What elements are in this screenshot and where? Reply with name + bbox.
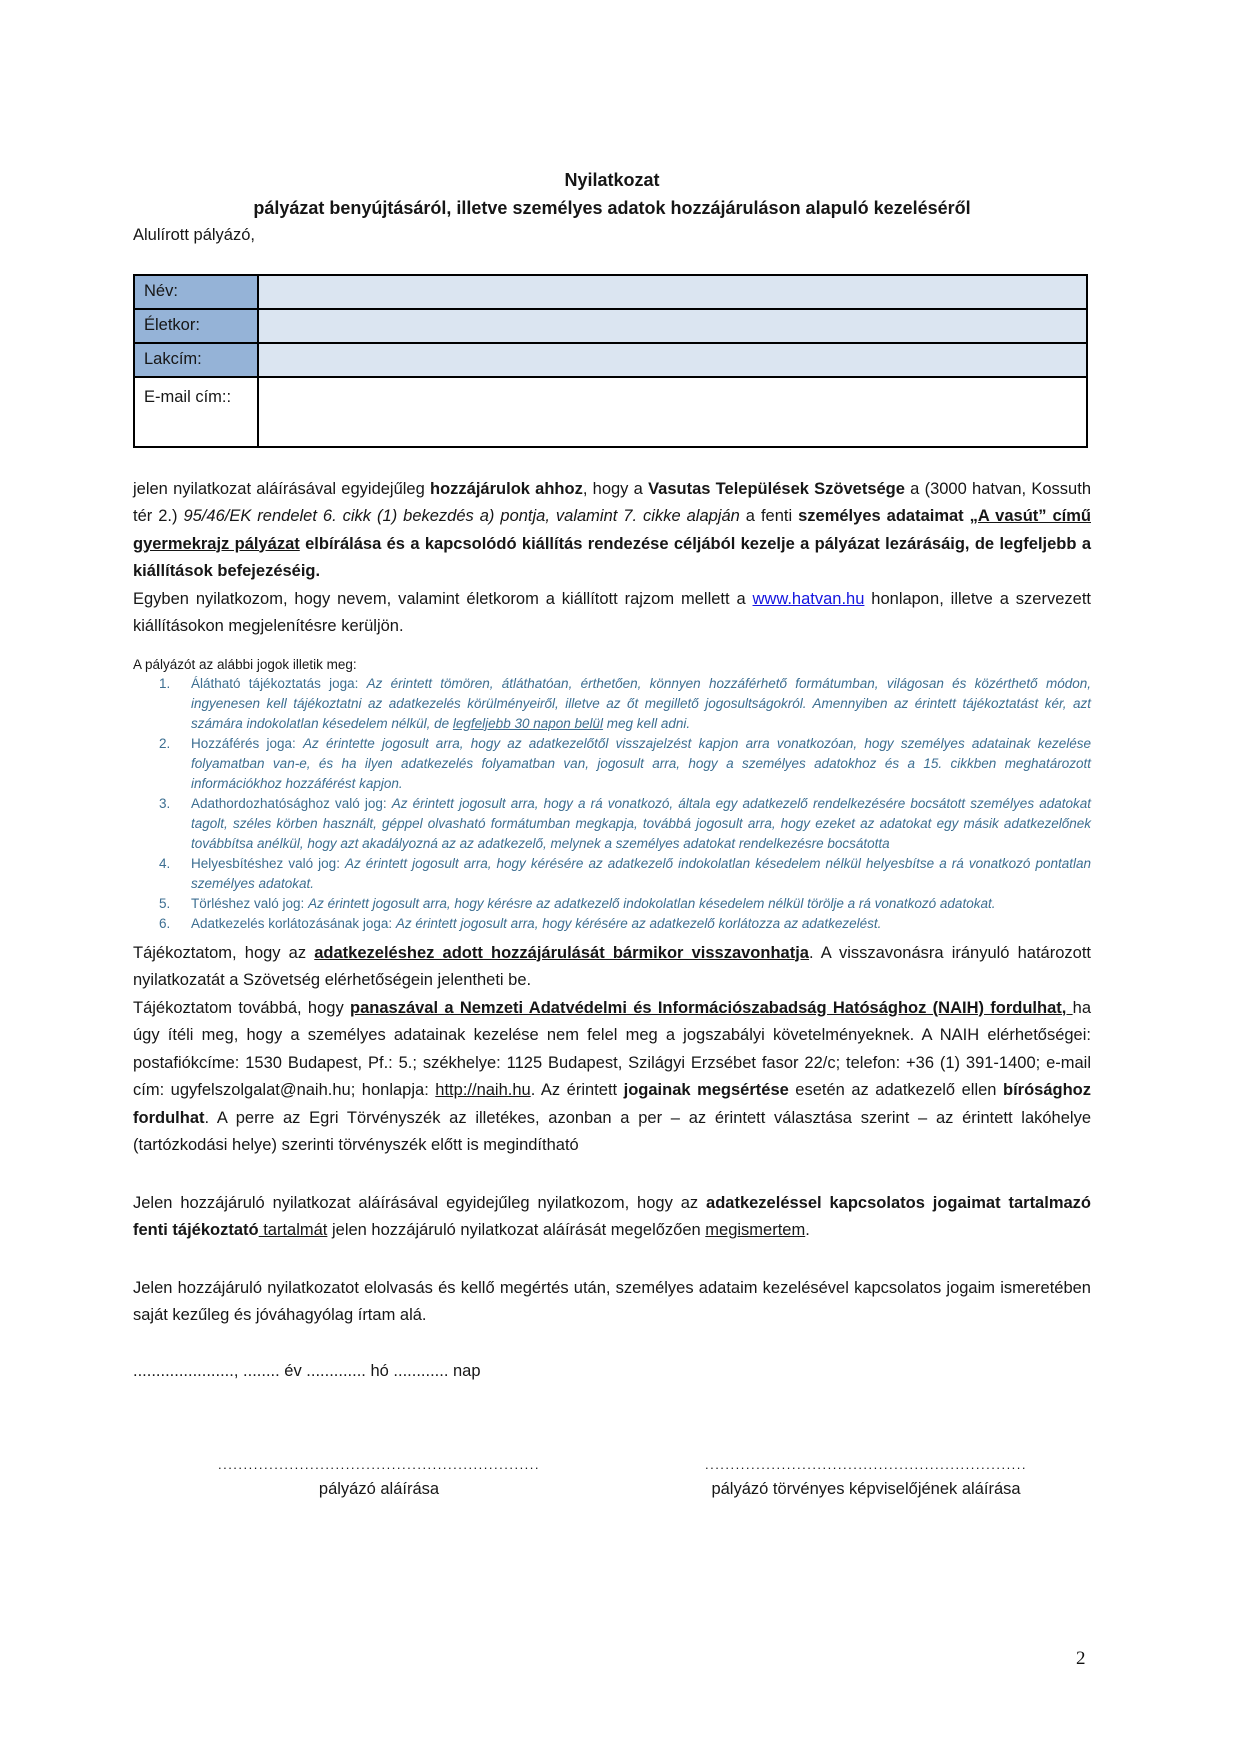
rights-header: A pályázót az alábbi jogok illetik meg: <box>133 656 357 672</box>
date-line: ......................, ........ év ............. hó ............ nap <box>133 1361 481 1380</box>
table-row-eletkor <box>134 309 1087 343</box>
text-segment: jelen nyilatkozat aláírásával egyidejűleg <box>133 479 431 498</box>
representative-signature-label: pályázó törvényes képviselőjének aláírása <box>711 1480 1021 1498</box>
rights-item-2 <box>133 734 1091 794</box>
rights-item-number: 1. <box>159 675 171 691</box>
text-segment: adatkezeléssel kapcsolatos jogaimat tartalmazó fenti tájékoztató <box>133 1193 1091 1239</box>
nev-value-cell[interactable] <box>258 275 1087 309</box>
text-segment: adatkezeléshez adott hozzájárulását bármikor visszavonhatja <box>314 943 809 962</box>
text-segment: elbírálása és a kapcsolódó kiállítás rendezése céljából kezelje a pályázat lezárásáig, de legfeljebb a kiállítások befejezéséig. <box>133 534 1091 580</box>
text-segment: , hogy a <box>582 479 649 498</box>
text-segment: legfeljebb 30 napon belül <box>452 715 604 731</box>
text-segment: . A perre az Egri Törvényszék az illetékes, azonban a per – az érintett választása szerint – az érintett lakóhelye (tartózkodási helye) szerinti törvényszék előtt is megindítható <box>133 1108 1091 1154</box>
text-segment: honlapon, illetve a szervezett kiállításokon megjelenítésre kerüljön. <box>133 589 1091 635</box>
text-segment: Adatkezelés korlátozásának joga: <box>191 915 396 931</box>
text-segment: Az érintett jogosult arra, hogy a rá vonatkozó, általa egy adatkezelő rendelkezésére bocsátott személyes adatokat tagolt, széles körben használt, géppel olvasható formátumban megkapja, továbbá jogosult arra, hogy ezeket az adatokat egy másik adatkezelőnek továbbítsa anélkül, hogy azt akadályozná az az adatkezelő, melynek a személyes adatokat rendelkezésre bocsátotta <box>191 795 1091 851</box>
text-segment: Az érintett tömören, átláthatóan, érthetően, könnyen hozzáférhető formátumban, világosan és közérthető módon, ingyenesen kell tájékoztatni az adatkezelés körülményeiről, illetve az őt megillető jogosultságokról. Amennyiben az érintett tájékoztatást kér, azt számára indokolatlan késedelem nélkül, de <box>191 675 1091 731</box>
lakcim-value-cell[interactable] <box>258 343 1087 377</box>
eletkor-field-label: Életkor: <box>134 309 258 343</box>
consent-paragraph <box>133 476 1091 586</box>
text-segment: tartalmát <box>258 1221 328 1239</box>
rights-item-5 <box>133 894 1091 914</box>
representative-signature-block <box>683 1457 1049 1503</box>
text-segment: Az érintett jogosult arra, hogy kérésére az adatkezelő korlátozza az adatkezelést. <box>395 915 882 931</box>
text-segment: Tájékoztatom, hogy az <box>133 943 315 962</box>
text-segment: hozzájárulok ahhoz <box>430 479 583 498</box>
final-paragraph: Jelen hozzájáruló nyilatkozatot elolvasás és kellő megértés után, személyes adataim kezelésével kapcsolatos jogaim ismeretében saját kezűleg és jóváhagyólag írtam alá. <box>133 1278 1091 1324</box>
text-segment: „A vasút” című gyermekrajz pályázat <box>133 507 1091 553</box>
text-segment: . <box>805 1221 810 1239</box>
table-row-lakcim <box>134 343 1087 377</box>
text-segment: jelen hozzájáruló nyilatkozat aláírását megelőzően <box>327 1221 706 1239</box>
email-field-label: E-mail cím:: <box>134 377 258 447</box>
email-value-cell[interactable] <box>258 377 1087 447</box>
text-segment: http://naih.hu <box>435 1081 531 1099</box>
applicant-signature-line: ............................................................... <box>217 1457 541 1472</box>
text-segment: . Az érintett <box>530 1081 624 1099</box>
text-segment: esetén az adatkezelő ellen <box>788 1081 1003 1099</box>
text-segment: Álátható tájékoztatás joga: <box>191 675 367 691</box>
rights-item-1 <box>133 674 1091 734</box>
text-segment: Jelen hozzájáruló nyilatkozat aláírásával egyidejűleg nyilatkozom, hogy az <box>133 1193 707 1212</box>
text-segment: Helyesbítéshez való jog: <box>191 855 345 871</box>
rights-item-3 <box>133 794 1091 854</box>
text-segment: a fenti <box>739 507 799 525</box>
rights-item-number: 3. <box>159 795 171 811</box>
page-number: 2 <box>1076 1648 1086 1669</box>
rights-item-number: 4. <box>159 855 171 871</box>
nev-field-label: Név: <box>134 275 258 309</box>
text-segment: Az érintett jogosult arra, hogy kérésére az adatkezelő indokolatlan késedelem nélkül helyesbítse a rá vonatkozó pontatlan személyes adatokat. <box>191 855 1091 891</box>
text-segment: 95/46/EK rendelet 6. cikk (1) bekezdés a) pontja, valamint 7. cikke alapján <box>183 507 740 525</box>
document-title-block <box>133 166 1091 222</box>
text-segment: meg kell adni. <box>603 715 691 731</box>
text-segment: bírósághoz fordulhat <box>133 1081 1091 1127</box>
text-segment: a (3000 hatvan, Kossuth tér 2.) <box>133 479 1091 525</box>
representative-signature-line: ............................................................... <box>704 1457 1028 1472</box>
applicant-signature-label: pályázó aláírása <box>318 1480 440 1498</box>
text-segment: jogainak megsértése <box>623 1081 789 1099</box>
document-content <box>133 0 1091 1503</box>
text-segment: Adathordozhatósághoz való jog: <box>191 795 392 811</box>
text-segment: Vasutas Települések Szövetsége <box>648 479 905 498</box>
rights-item-number: 2. <box>159 735 171 751</box>
text-segment: Hozzáférés joga: <box>191 735 304 751</box>
rights-item-text <box>191 894 1091 914</box>
rights-item-number: 5. <box>159 895 171 911</box>
rights-list <box>133 674 1091 934</box>
lakcim-field-label: Lakcím: <box>134 343 258 377</box>
applicant-info-table <box>133 274 1088 448</box>
text-segment: Az érintette jogosult arra, hogy az adatkezelőtől visszajelzést kapjon arra vonatkozóan, hogy személyes adatainak kezelése folyamatban van-e, és ha ilyen adatkezelés folyamatban van, jogosult arra, hogy a személyes adatokhoz és a 15. cikkben meghatározott információkhoz hozzáférést kapjon. <box>191 735 1091 791</box>
text-segment: Tájékoztatom továbbá, hogy <box>133 998 351 1017</box>
intro-text: Alulírott pályázó, <box>133 226 255 244</box>
rights-item-text <box>191 674 1091 734</box>
document-title: Nyilatkozat <box>564 170 660 190</box>
rights-item-6 <box>133 914 1091 934</box>
text-segment: panaszával a Nemzeti Adatvédelmi és Információszabadság Hatósághoz (NAIH) fordulhat, <box>350 998 1073 1017</box>
text-segment: ha úgy ítéli meg, hogy a személyes adatainak kezelése nem felel meg a jogszabályi követelményeknek. A NAIH elérhetőségei: postafiókcíme: 1530 Budapest, Pf.: 5.; székhelye: 1125 Budapest, Szilágyi Erzsébet fasor 22/c; telefon: +36 (1) 391-1400; e-mail cím: ugyfelszolgalat@naih.hu; honlapja: <box>133 998 1091 1099</box>
text-segment: Az érintett jogosult arra, hogy kérésre az adatkezelő indokolatlan késedelem nélkül törölje a rá vonatkozó adatokat. <box>308 895 996 911</box>
rights-item-number: 6. <box>159 915 171 931</box>
document-subtitle: pályázat benyújtásáról, illetve személyes adatok hozzájáruláson alapuló kezeléséről <box>253 198 971 218</box>
text-segment: Egyben nyilatkozom, hogy nevem, valamint életkorom a kiállított rajzom mellett a <box>133 589 753 608</box>
publish-paragraph <box>133 586 1091 641</box>
rights-item-text <box>191 734 1091 794</box>
rights-item-text <box>191 914 1091 934</box>
text-segment: megismertem <box>705 1221 806 1239</box>
naih-paragraph <box>133 995 1091 1160</box>
signature-section <box>133 1457 1091 1503</box>
rights-item-text <box>191 854 1091 894</box>
text-segment: Törléshez való jog: <box>191 895 309 911</box>
text-segment: . A visszavonásra irányuló határozott nyilatkozatát a Szövetség elérhetőségein jelentheti be. <box>133 943 1091 989</box>
table-row-nev <box>134 275 1087 309</box>
applicant-signature-block <box>193 1457 565 1503</box>
eletkor-value-cell[interactable] <box>258 309 1087 343</box>
withdraw-paragraph <box>133 940 1091 995</box>
text-segment: személyes adataimat <box>798 507 970 525</box>
acknowledgement-paragraph <box>133 1190 1091 1245</box>
rights-item-4 <box>133 854 1091 894</box>
table-row-email <box>134 377 1087 447</box>
rights-item-text <box>191 794 1091 854</box>
hyperlink[interactable]: www.hatvan.hu <box>752 589 865 608</box>
